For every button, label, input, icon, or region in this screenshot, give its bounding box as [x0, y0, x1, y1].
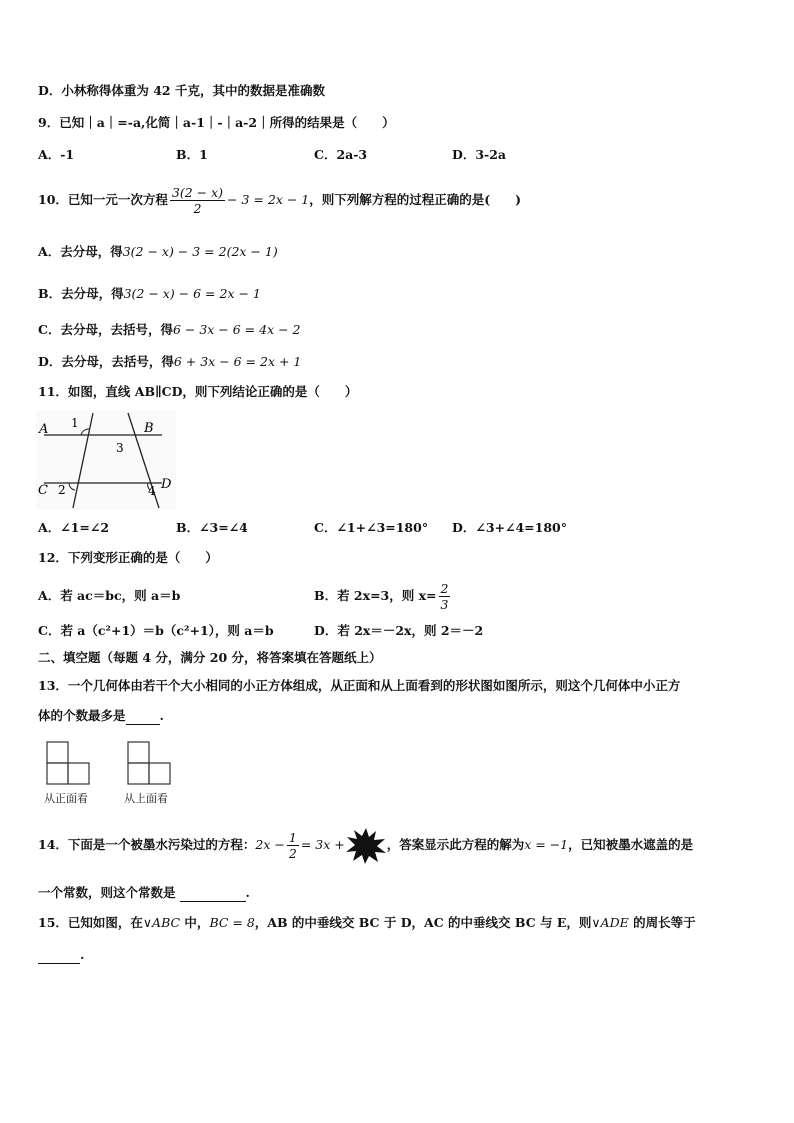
- q14-post: ，已知被墨水遮盖的是: [568, 837, 694, 852]
- parallel-lines-figure: [36, 410, 176, 510]
- question-10-stem: [38, 180, 521, 220]
- q9-option-d: D．3-2a: [452, 147, 507, 162]
- q10-option-a: [38, 243, 278, 261]
- q14-pre: 14．下面是一个被墨水污染过的方程：: [38, 837, 256, 852]
- q10-option-b-math: 3(2 − x) − 6 = 2x − 1: [123, 286, 261, 301]
- question-13-line1: 13．一个几何体由若干个大小相同的小正方体组成，从正面和从上面看到的形状图如图所示，则这个几何体中小正方: [38, 678, 681, 693]
- q13-line2-text: 体的个数最多是: [38, 708, 126, 723]
- q12-option-b-text: B．若 2x=3，则 x=: [314, 588, 437, 603]
- label-b: B: [144, 421, 154, 436]
- q15-post: 的周长等于: [628, 915, 696, 930]
- q15-bc-length: BC = 8: [209, 915, 255, 930]
- q12-option-c: C．若 a（c²+1）＝b（c²+1），则 a＝b: [38, 623, 274, 638]
- q15-triangle-ade: ∨ADE: [591, 915, 629, 930]
- q10-option-b-label: B．去分母，得: [38, 286, 124, 301]
- question-9-stem: 9．已知｜a｜=-a,化简｜a-1｜-｜a-2｜所得的结果是（ ）: [38, 115, 395, 130]
- q10-option-c-math: 6 − 3x − 6 = 4x − 2: [172, 322, 301, 337]
- q12-option-a: A．若 ac＝bc，则 a＝b: [38, 588, 181, 603]
- q14-fraction: [287, 830, 299, 861]
- q10-option-a-label: A．去分母，得: [38, 244, 123, 259]
- question-13-line2: [38, 707, 164, 725]
- label-angle-2: 2: [58, 483, 66, 497]
- q10-frac-den: 2: [193, 201, 202, 216]
- q10-option-d-math: 6 + 3x − 6 = 2x + 1: [173, 354, 302, 369]
- label-angle-1: 1: [71, 416, 79, 430]
- q10-stem-end: ，则下列解方程的过程正确的是( ): [309, 192, 522, 207]
- label-c: C: [38, 483, 48, 498]
- q9-option-b: B．1: [176, 147, 208, 162]
- q11-option-c: C．∠1+∠3=180°: [314, 520, 429, 535]
- q10-option-d: [38, 353, 301, 371]
- q10-eq-tail: − 3 = 2x − 1: [227, 192, 310, 207]
- q14-frac-num: 1: [288, 830, 297, 845]
- label-angle-3: 3: [116, 441, 124, 455]
- caption-top-view: 从上面看: [124, 792, 168, 805]
- q12-option-b-fraction: [439, 581, 451, 612]
- question-15-line1: [38, 914, 696, 932]
- q15-mid2: ，AB 的中垂线交 BC 于 D，AC 的中垂线交 BC 与 E，则: [254, 915, 592, 930]
- ink-blot-icon: [345, 827, 387, 865]
- q10-option-c-label: C．去分母，去括号，得: [38, 322, 173, 337]
- section-2-heading: 二、填空题（每题 4 分，满分 20 分，将答案填在答题纸上）: [38, 650, 382, 665]
- q13-answer-blank: [126, 724, 160, 725]
- q15-answer-blank: [38, 963, 80, 964]
- q12-frac-num: 2: [440, 581, 449, 596]
- q10-frac-num: 3(2 − x): [171, 185, 224, 200]
- question-12-stem: 12．下列变形正确的是（ ）: [38, 550, 218, 565]
- q15-pre: 15．已知如图，在: [38, 915, 143, 930]
- label-angle-4: 4: [148, 484, 156, 498]
- q9-option-a: A．-1: [38, 147, 75, 162]
- q10-option-a-math: 3(2 − x) − 3 = 2(2x − 1): [122, 244, 278, 259]
- q11-option-d: D．∠3+∠4=180°: [452, 520, 567, 535]
- q14-line2-end: .: [245, 885, 250, 900]
- q15-triangle-abc: ∨ABC: [142, 915, 181, 930]
- q14-eq-b: = 3x +: [300, 837, 345, 852]
- q15-mid1: 中，: [180, 915, 210, 930]
- q13-line2-end: .: [159, 708, 164, 723]
- caption-front-view: 从正面看: [44, 792, 88, 805]
- question-15-line2: [38, 946, 84, 964]
- label-d: D: [161, 477, 172, 492]
- q15-line2-end: .: [80, 947, 85, 962]
- question-14-line2: [38, 884, 250, 902]
- q11-option-b: B．∠3=∠4: [176, 520, 248, 535]
- q9-option-c: C．2a-3: [314, 147, 368, 162]
- label-a: A: [39, 422, 49, 437]
- q14-answer-blank: [180, 901, 246, 902]
- q10-option-b: [38, 285, 261, 303]
- q14-line2-text: 一个常数，则这个常数是: [38, 885, 176, 900]
- question-11-stem: 11．如图，直线 AB∥CD，则下列结论正确的是（ ）: [38, 384, 358, 399]
- q10-option-c: [38, 321, 301, 339]
- front-view: [47, 742, 89, 784]
- q11-option-a: A．∠1=∠2: [38, 520, 110, 535]
- q10-option-d-label: D．去分母，去括号，得: [38, 354, 174, 369]
- top-view: [128, 742, 170, 784]
- q14-eq-a: 2x −: [255, 837, 285, 852]
- q12-frac-den: 3: [440, 597, 449, 612]
- q12-option-d: D．若 2x＝－2x，则 2＝－2: [314, 623, 484, 638]
- q14-solution: x = −1: [524, 837, 569, 852]
- q12-option-b: [314, 576, 452, 616]
- q10-lead: 10．已知一元一次方程: [38, 192, 168, 207]
- question-14-line1: [38, 825, 693, 865]
- option-d-line: D．小林称得体重为 42 千克，其中的数据是准确数: [38, 83, 325, 98]
- q14-frac-den: 2: [288, 846, 297, 861]
- q14-mid: ，答案显示此方程的解为: [386, 837, 525, 852]
- q10-fraction: [170, 185, 225, 216]
